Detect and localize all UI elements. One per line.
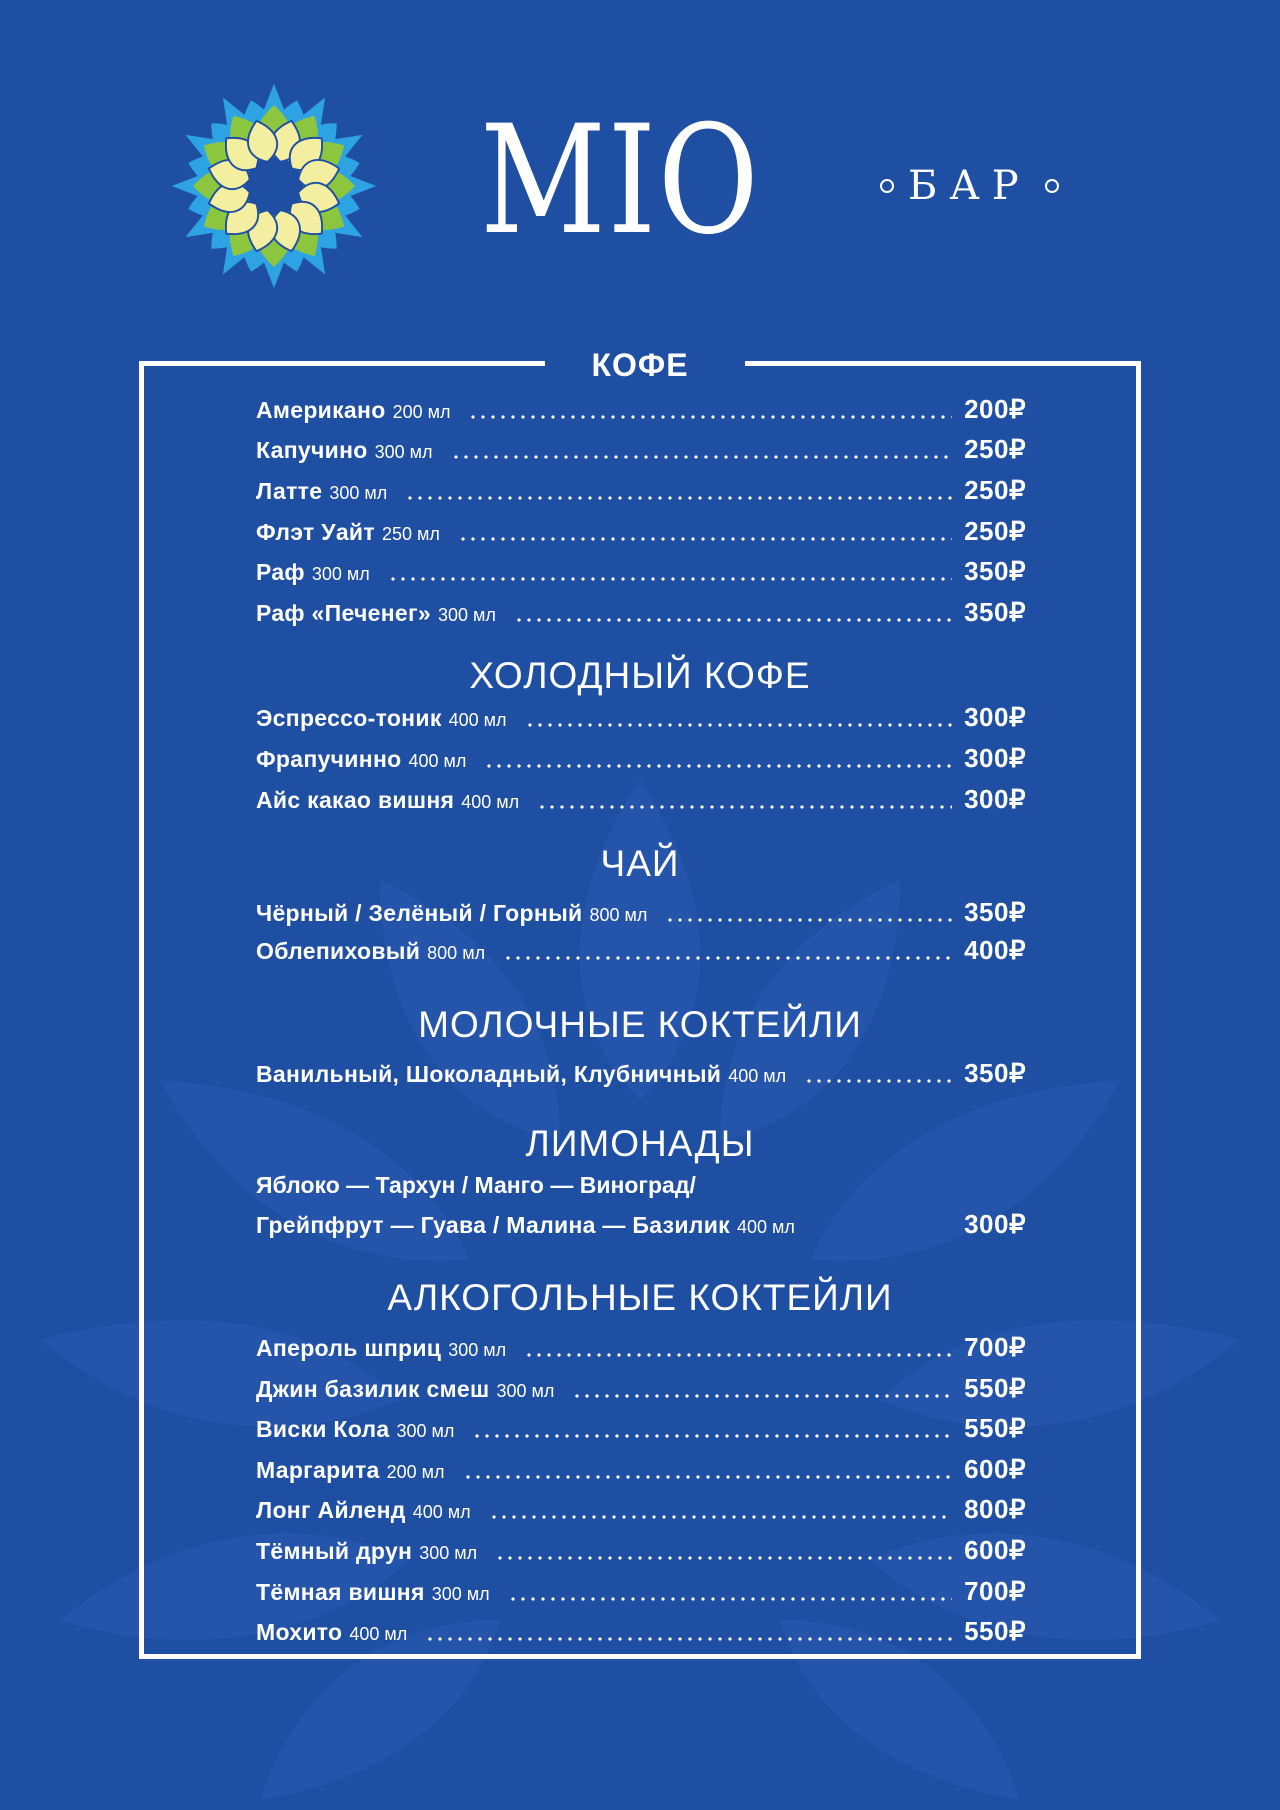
menu-item: Раф «Печенег» 300 мл 350₽	[256, 597, 1026, 627]
menu-item: Флэт Уайт 250 мл 250₽	[256, 516, 1026, 546]
menu-item: Лонг Айленд 400 мл 800₽	[256, 1494, 1026, 1524]
menu-item-line: Яблоко — Тархун / Манго — Виноград/	[256, 1172, 696, 1198]
menu-item: Раф 300 мл 350₽	[256, 556, 1026, 586]
menu-item: Латте 300 мл 250₽	[256, 475, 1026, 505]
section-title-milkshakes: МОЛОЧНЫЕ КОКТЕЙЛИ	[418, 1004, 862, 1045]
menu-item: Тёмный друн 300 мл 600₽	[256, 1535, 1026, 1565]
menu-item: Мохито 400 мл 550₽	[256, 1616, 1026, 1646]
ring-left-icon	[880, 179, 894, 193]
section-title-coffee: КОФЕ	[591, 347, 689, 383]
flower-logo-icon	[168, 78, 380, 294]
menu-item: Айс какао вишня 400 мл 300₽	[256, 784, 1026, 814]
menu-item: Тёмная вишня 300 мл 700₽	[256, 1576, 1026, 1606]
menu-item: Джин базилик смеш 300 мл 550₽	[256, 1373, 1026, 1403]
menu-item: Облепиховый 800 мл 400₽	[256, 935, 1026, 965]
section-title-tea: ЧАЙ	[600, 843, 680, 884]
menu-item: Маргарита 200 мл 600₽	[256, 1454, 1026, 1484]
menu-item: Грейпфрут — Гуава / Малина — Базилик 400 мл 300₽	[256, 1209, 1026, 1239]
menu-item: Виски Кола 300 мл 550₽	[256, 1413, 1026, 1443]
menu-item: Фрапучинно 400 мл 300₽	[256, 743, 1026, 773]
section-title-lemonades: ЛИМОНАДЫ	[525, 1123, 755, 1164]
menu-item: Ванильный, Шоколадный, Клубничный 400 мл 350₽	[256, 1058, 1026, 1088]
ring-right-icon	[1045, 179, 1059, 193]
menu-item: Капучино 300 мл 250₽	[256, 434, 1026, 464]
section-title-alcohol-cocktails: АЛКОГОЛЬНЫЕ КОКТЕЙЛИ	[387, 1277, 893, 1318]
menu-item: Эспрессо-тоник 400 мл 300₽	[256, 702, 1026, 732]
menu-item: Апероль шприц 300 мл 700₽	[256, 1332, 1026, 1362]
brand-name: MIO	[480, 94, 761, 268]
menu-item: Американо 200 мл 200₽	[256, 394, 1026, 424]
section-title-cold-coffee: ХОЛОДНЫЙ КОФЕ	[469, 655, 811, 696]
brand-subtitle-text: БАР	[908, 163, 1031, 209]
brand-subtitle	[880, 158, 1059, 214]
menu-item: Чёрный / Зелёный / Горный 800 мл 350₽	[256, 897, 1026, 927]
